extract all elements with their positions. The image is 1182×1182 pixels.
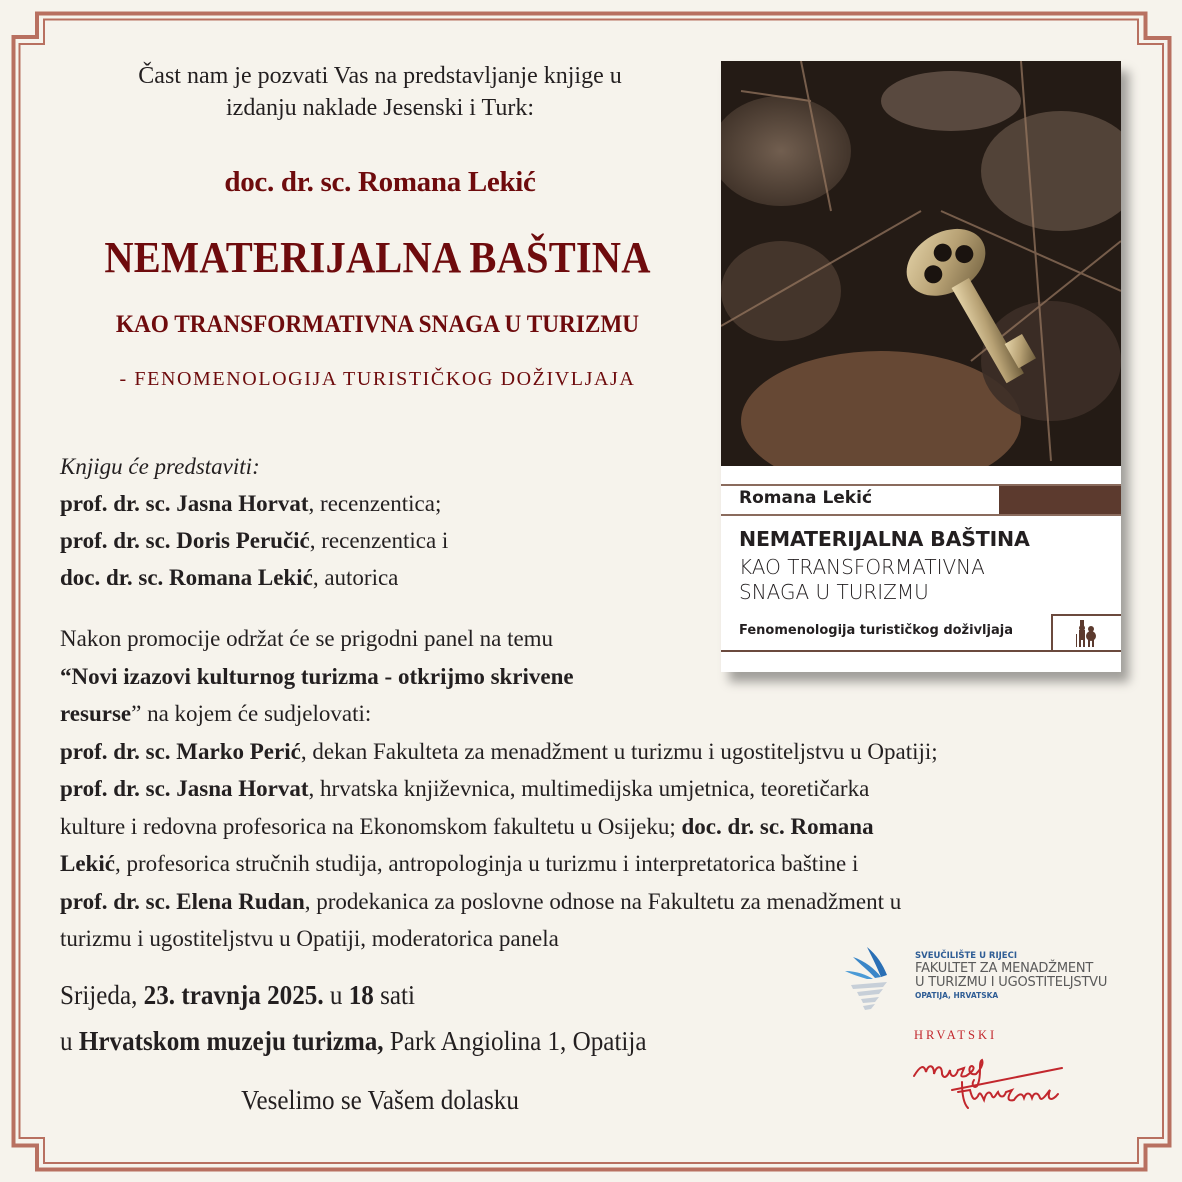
invitation-intro	[60, 60, 700, 124]
closing-greeting: Veselimo se Vašem dolasku	[241, 1085, 519, 1115]
event-datetime	[60, 972, 647, 1018]
cover-subtitle-line-2: SNAGA U TURIZMU	[739, 580, 929, 604]
event-venue: Hrvatskom muzeju turizma,	[78, 1026, 384, 1056]
participant-item	[60, 883, 1120, 921]
participant-name: prof. dr. sc. Elena Rudan	[60, 888, 305, 914]
panel-intro: Nakon promocije održat će se prigodni panel na temu	[60, 626, 554, 651]
event-day: Srijeda,	[60, 980, 144, 1010]
event-loc-prefix: u	[60, 1026, 79, 1056]
event-at: u	[323, 980, 349, 1010]
cover-color-bar	[999, 486, 1121, 514]
participant-item	[60, 733, 1120, 771]
participant-desc: , profesorica stručnih studija, antropologinja u turizmu i interpretatorica baštine i	[114, 851, 859, 876]
intro-line-2: izdanju naklade Jesenski i Turk:	[226, 95, 534, 121]
cover-author-row	[721, 484, 1121, 516]
presenter-name: doc. dr. sc. Romana Lekić	[60, 565, 313, 590]
panel-intro-2: ” na kojem će sudjelovati:	[131, 701, 372, 726]
event-address: Park Angiolina 1, Opatija	[383, 1026, 647, 1056]
intro-line-1: Čast nam je pozvati Vas na predstavljanje knjige u	[138, 63, 622, 89]
key-on-forest-floor-photo	[721, 61, 1121, 466]
presenter-name: prof. dr. sc. Doris Peručić	[60, 528, 310, 553]
cover-subtitle	[739, 555, 985, 605]
book-subtitle: KAO TRANSFORMATIVNA SNAGA U TURIZMU	[115, 311, 640, 338]
participant-name: prof. dr. sc. Jasna Horvat	[60, 776, 309, 801]
participant-name: doc. dr. sc. Romana	[681, 813, 874, 839]
presenter-role: , recenzentica;	[308, 491, 442, 516]
museum-label: HRVATSKI	[914, 1028, 998, 1042]
presenter-name: prof. dr. sc. Jasna Horvat	[60, 491, 309, 516]
event-details	[60, 972, 647, 1064]
panel-topic: “Novi izazovi kulturnog turizma - otkrijmo skrivene	[60, 663, 574, 689]
event-date: 23. travnja 2025.	[143, 980, 324, 1010]
museum-logo	[912, 1028, 1112, 1118]
fmtu-faculty-logo	[843, 945, 1113, 1015]
book-cover	[721, 61, 1121, 672]
fmtu-logo-text	[915, 951, 1107, 1001]
participant-desc: , hrvatska književnica, multimedijska umjetnica, teoretičarka	[308, 776, 870, 801]
panel-topic-end: resurse	[60, 701, 132, 726]
fmtu-name-line-1: FAKULTET ZA MENADŽMENT	[915, 961, 1094, 976]
book-main-title: NEMATERIJALNA BAŠTINA	[104, 233, 651, 282]
participant-name: prof. dr. sc. Marko Perić	[60, 738, 301, 764]
fmtu-location: OPATIJA, HRVATSKA	[915, 991, 999, 1000]
participant-item	[60, 770, 1120, 808]
cover-tagline-row	[721, 614, 1121, 652]
fmtu-name-line-2: U TURIZMU I UGOSTITELJSTVU	[915, 975, 1108, 990]
presenter-role: , recenzentica i	[309, 528, 449, 553]
cover-subtitle-line-1: KAO TRANSFORMATIVNA	[739, 555, 985, 579]
presenters-section	[60, 448, 680, 596]
presenter-item	[60, 559, 680, 596]
participant-desc: turizmu i ugostiteljstvu u Opatiji, moderatorica panela	[60, 926, 559, 951]
cover-tagline: Fenomenologija turističkog doživljaja	[739, 623, 1013, 638]
presenters-lead: Knjigu će predstaviti:	[60, 454, 260, 479]
participant-desc: , prodekanica za poslovne odnose na Fakultetu za menadžment u	[304, 888, 902, 914]
cover-title: NEMATERIJALNA BAŠTINA	[739, 527, 1030, 551]
presenter-item	[60, 485, 680, 522]
event-time: 18	[348, 980, 374, 1010]
event-location	[60, 1018, 647, 1064]
museum-script-wordmark-icon	[912, 1046, 1112, 1126]
participant-desc: kulture i redovna profesorica na Ekonomskom fakultetu u Osijeku;	[60, 813, 682, 839]
cover-author: Romana Lekić	[739, 488, 873, 508]
event-time-suffix: sati	[373, 980, 415, 1010]
publisher-figures-icon	[1053, 616, 1121, 650]
publisher-logo	[1051, 614, 1121, 650]
presenter-role: , autorica	[312, 565, 399, 590]
presenter-item	[60, 522, 680, 559]
participant-name: Lekić	[60, 851, 115, 876]
book-subsubtitle: - FENOMENOLOGIJA TURISTIČKOG DOŽIVLJAJA	[119, 368, 636, 390]
participant-desc: , dekan Fakulteta za menadžment u turizmu i ugostiteljstvu u Opatiji;	[300, 738, 938, 764]
fmtu-university: SVEUČILIŠTE U RIJECI	[915, 951, 1018, 961]
fmtu-wave-icon	[843, 945, 907, 1015]
author-heading: doc. dr. sc. Romana Lekić	[224, 166, 536, 198]
participant-item	[60, 845, 1120, 883]
